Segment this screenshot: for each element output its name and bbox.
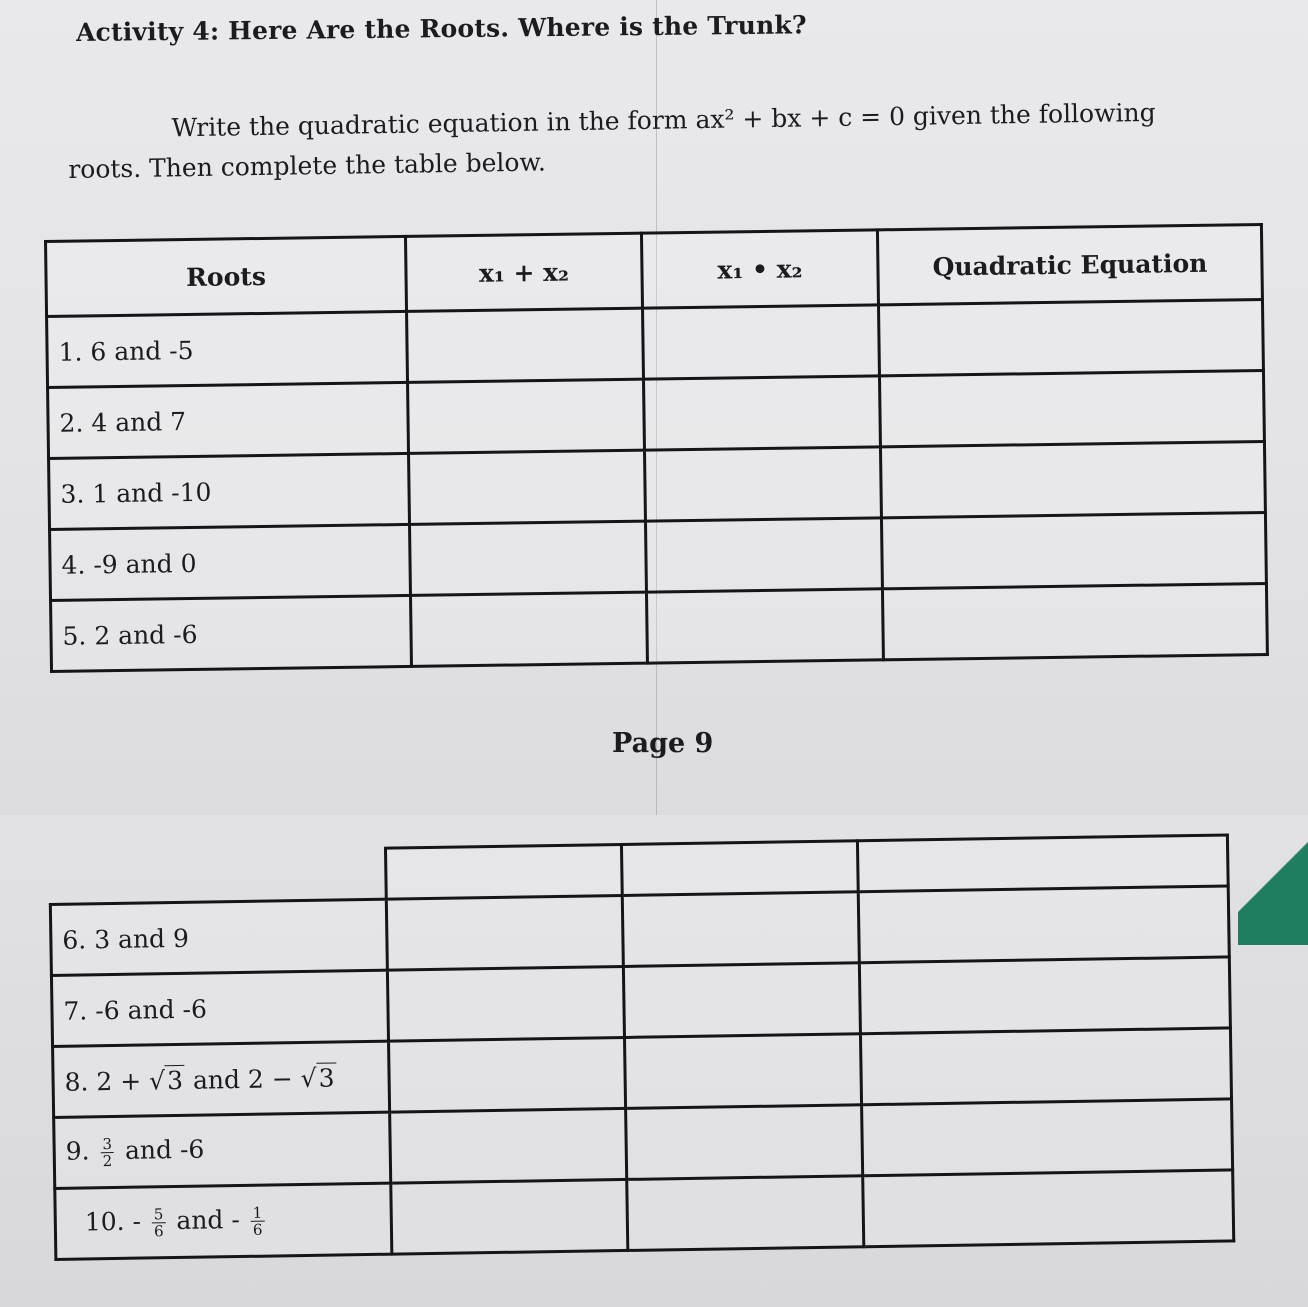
blank-header-cell (857, 835, 1228, 892)
header-sum: x₁ + x₂ (405, 233, 642, 311)
numerator: 5 (153, 1204, 164, 1223)
roots-text: and 2 − (184, 1063, 301, 1095)
equation-answer-cell[interactable] (858, 886, 1229, 963)
sum-answer-cell[interactable] (391, 1179, 628, 1254)
denominator: 6 (153, 1221, 164, 1240)
numerator: 1 (252, 1203, 263, 1222)
roots-table-part-2 (48, 833, 1235, 1260)
roots-text: 9. (65, 1135, 98, 1166)
roots-table-part-1 (44, 223, 1269, 673)
roots-cell (53, 1041, 390, 1117)
blank-header-cell (621, 841, 858, 896)
product-answer-cell[interactable] (643, 305, 880, 379)
activity-title: Activity 4: Here Are the Roots. Where is the Trunk? (75, 10, 807, 47)
equation-answer-cell[interactable] (860, 1028, 1231, 1105)
equation-answer-cell[interactable] (880, 441, 1265, 517)
denominator: 6 (252, 1220, 263, 1239)
equation-answer-cell[interactable] (881, 512, 1266, 588)
sum-answer-cell[interactable] (409, 450, 646, 524)
roots-cell: 1. 6 and -5 (47, 311, 408, 387)
sqrt-expression: √3 (300, 1063, 335, 1093)
product-answer-cell[interactable] (622, 892, 859, 967)
roots-cell: 6. 3 and 9 (50, 899, 387, 975)
header-roots: Roots (46, 236, 407, 316)
roots-cell: 4. -9 and 0 (50, 524, 411, 600)
equation-answer-cell[interactable] (879, 370, 1264, 446)
instructions-line-1: Write the quadratic equation in the form ax² + bx + c = 0 given the following (171, 97, 1156, 143)
roots-cell: 3. 1 and -10 (49, 453, 410, 529)
fraction (100, 1136, 114, 1169)
roots-cell (54, 1112, 391, 1188)
sum-answer-cell[interactable] (387, 966, 624, 1041)
equation-answer-cell[interactable] (878, 299, 1263, 375)
radicand: 3 (165, 1064, 185, 1094)
denominator: 2 (102, 1151, 113, 1170)
roots-text: and -6 (116, 1134, 205, 1165)
roots-cell: 2. 4 and 7 (48, 382, 409, 458)
instructions-line-2: roots. Then complete the table below. (68, 147, 547, 184)
fraction (152, 1206, 166, 1239)
product-answer-cell[interactable] (644, 447, 881, 521)
roots-cell (55, 1183, 392, 1259)
sum-answer-cell[interactable] (410, 592, 647, 666)
page-number: Page 9 (612, 728, 714, 759)
product-answer-cell[interactable] (644, 376, 881, 450)
roots-text: 8. 2 + (64, 1065, 150, 1097)
roots-text: 10. - (84, 1205, 150, 1236)
product-answer-cell[interactable] (645, 518, 882, 592)
roots-cell: 5. 2 and -6 (51, 595, 412, 671)
roots-cell: 7. -6 and -6 (51, 970, 388, 1046)
equation-answer-cell[interactable] (882, 583, 1267, 659)
blank-header-cell (385, 844, 622, 899)
equation-answer-cell[interactable] (863, 1170, 1234, 1247)
sum-answer-cell[interactable] (407, 308, 644, 382)
sqrt-expression: √3 (148, 1065, 184, 1095)
product-answer-cell[interactable] (623, 963, 860, 1038)
numerator: 3 (102, 1134, 113, 1153)
product-answer-cell[interactable] (624, 1034, 861, 1109)
product-answer-cell[interactable] (646, 589, 883, 663)
blank-header-cell (50, 848, 387, 904)
product-answer-cell[interactable] (627, 1176, 864, 1251)
sum-answer-cell[interactable] (410, 521, 647, 595)
equation-answer-cell[interactable] (862, 1099, 1233, 1176)
sum-answer-cell[interactable] (389, 1037, 626, 1112)
fraction (251, 1204, 265, 1237)
green-desk-edge (1238, 815, 1308, 945)
radicand: 3 (316, 1062, 336, 1092)
sum-answer-cell[interactable] (408, 379, 645, 453)
equation-answer-cell[interactable] (859, 957, 1230, 1034)
header-product: x₁ • x₂ (641, 230, 878, 308)
product-answer-cell[interactable] (626, 1105, 863, 1180)
roots-text: and - (168, 1204, 248, 1235)
sum-answer-cell[interactable] (390, 1108, 627, 1183)
sum-answer-cell[interactable] (386, 895, 623, 970)
header-quadratic-equation: Quadratic Equation (877, 225, 1262, 305)
